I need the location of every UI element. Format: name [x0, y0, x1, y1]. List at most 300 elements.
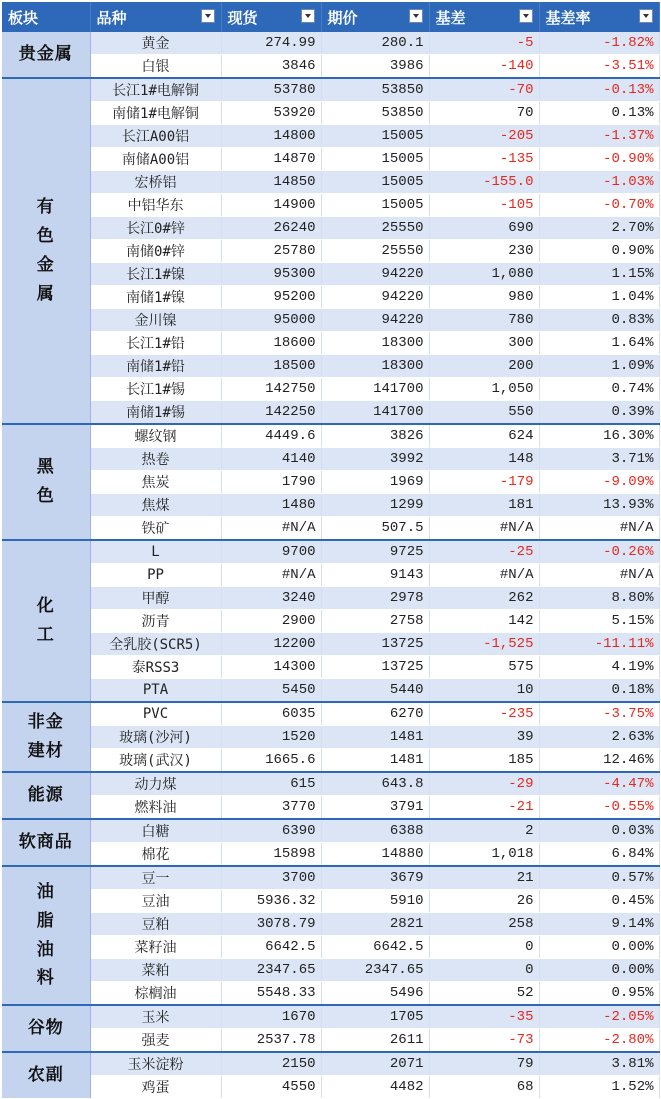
variety-cell[interactable]: 焦炭 — [90, 471, 221, 494]
basis-rate-cell[interactable]: 1.52% — [539, 1076, 659, 1099]
table-row — [2, 309, 659, 332]
header-label: 板块 — [8, 8, 39, 27]
basis-cell[interactable]: 142 — [429, 610, 539, 633]
basis-rate-cell[interactable]: -4.47% — [539, 772, 659, 796]
table-row — [2, 78, 659, 102]
futures-price-cell[interactable]: 25550 — [321, 217, 429, 240]
spot-price-cell[interactable]: 9700 — [221, 540, 321, 564]
basis-rate-cell[interactable]: 0.39% — [539, 401, 659, 425]
sector-label-line: 脂 — [36, 910, 55, 931]
spot-price-cell[interactable]: 4550 — [221, 1076, 321, 1099]
table-row — [2, 240, 659, 263]
dropdown-filter-icon[interactable] — [519, 9, 533, 23]
spot-price-cell[interactable]: 1665.6 — [221, 749, 321, 773]
basis-cell[interactable]: 1,080 — [429, 263, 539, 286]
basis-cell[interactable]: 52 — [429, 982, 539, 1006]
basis-cell[interactable]: -29 — [429, 772, 539, 796]
basis-rate-cell[interactable]: 0.95% — [539, 982, 659, 1006]
basis-cell[interactable]: 70 — [429, 102, 539, 125]
basis-rate-cell[interactable]: -0.70% — [539, 194, 659, 217]
futures-price-cell[interactable]: 6270 — [321, 702, 429, 726]
futures-price-cell[interactable]: 6642.5 — [321, 936, 429, 959]
basis-cell[interactable]: 1,050 — [429, 378, 539, 401]
basis-table — [2, 2, 660, 1099]
table-row — [2, 401, 659, 425]
futures-price-cell[interactable]: 53850 — [321, 78, 429, 102]
spot-price-cell[interactable]: 5936.32 — [221, 890, 321, 913]
spot-price-cell[interactable]: #N/A — [221, 564, 321, 587]
basis-rate-cell[interactable]: 0.13% — [539, 102, 659, 125]
table-row — [2, 749, 659, 773]
basis-rate-cell[interactable]: -0.90% — [539, 148, 659, 171]
basis-cell[interactable]: 26 — [429, 890, 539, 913]
sector-label-line: 谷物 — [27, 1018, 64, 1039]
spot-price-cell[interactable]: 18500 — [221, 355, 321, 378]
basis-cell[interactable]: 575 — [429, 656, 539, 679]
futures-price-cell[interactable]: 15005 — [321, 148, 429, 171]
table-body — [2, 32, 659, 1099]
sector-label-line: 化 — [36, 596, 55, 617]
basis-cell[interactable]: -25 — [429, 540, 539, 564]
variety-cell[interactable]: 南储0#锌 — [90, 240, 221, 263]
futures-price-cell[interactable]: 94220 — [321, 286, 429, 309]
futures-price-cell[interactable]: 94220 — [321, 263, 429, 286]
basis-rate-cell[interactable]: 16.30% — [539, 424, 659, 448]
table-row — [2, 55, 659, 79]
table-header — [2, 2, 659, 32]
basis-rate-cell[interactable]: 5.15% — [539, 610, 659, 633]
basis-cell[interactable]: 200 — [429, 355, 539, 378]
variety-cell[interactable]: 铁矿 — [90, 517, 221, 541]
spot-price-cell[interactable]: 5548.33 — [221, 982, 321, 1006]
spot-price-cell[interactable]: 14800 — [221, 125, 321, 148]
basis-rate-cell[interactable]: 13.93% — [539, 494, 659, 517]
futures-price-cell[interactable]: 9143 — [321, 564, 429, 587]
basis-rate-cell[interactable]: -3.75% — [539, 702, 659, 726]
sector-label-line: 有 — [36, 197, 55, 218]
variety-cell[interactable]: 热卷 — [90, 448, 221, 471]
basis-rate-cell[interactable]: -0.13% — [539, 78, 659, 102]
futures-price-cell[interactable]: 2347.65 — [321, 959, 429, 982]
futures-price-cell[interactable]: 94220 — [321, 309, 429, 332]
variety-cell[interactable]: 沥青 — [90, 610, 221, 633]
basis-cell[interactable]: #N/A — [429, 517, 539, 541]
header-row — [2, 2, 659, 32]
table-row — [2, 587, 659, 610]
futures-price-cell[interactable]: 2821 — [321, 913, 429, 936]
spot-price-cell[interactable]: 3846 — [221, 55, 321, 79]
basis-cell[interactable]: 550 — [429, 401, 539, 425]
basis-cell[interactable]: 690 — [429, 217, 539, 240]
variety-cell[interactable]: 燃料油 — [90, 796, 221, 820]
basis-cell[interactable]: 0 — [429, 936, 539, 959]
futures-price-cell[interactable]: 25550 — [321, 240, 429, 263]
basis-rate-cell[interactable]: 2.63% — [539, 726, 659, 749]
table-row — [2, 796, 659, 820]
table-row — [2, 517, 659, 541]
basis-cell[interactable]: -140 — [429, 55, 539, 79]
basis-rate-cell[interactable]: 12.46% — [539, 749, 659, 773]
spot-price-cell[interactable]: 12200 — [221, 633, 321, 656]
variety-cell[interactable]: 菜粕 — [90, 959, 221, 982]
futures-price-cell[interactable]: 15005 — [321, 194, 429, 217]
spot-price-cell[interactable]: 1670 — [221, 1005, 321, 1029]
basis-rate-cell[interactable]: 1.15% — [539, 263, 659, 286]
futures-price-cell[interactable]: 5910 — [321, 890, 429, 913]
spot-price-cell[interactable]: 5450 — [221, 679, 321, 703]
variety-cell[interactable]: 南储A00铝 — [90, 148, 221, 171]
table-row — [2, 633, 659, 656]
header-basis-rate[interactable] — [539, 2, 659, 32]
table-row — [2, 772, 659, 796]
futures-price-cell[interactable]: 5440 — [321, 679, 429, 703]
variety-cell[interactable]: 长江1#铅 — [90, 332, 221, 355]
basis-rate-cell[interactable]: -11.11% — [539, 633, 659, 656]
dropdown-filter-icon[interactable] — [301, 9, 315, 23]
basis-rate-cell[interactable]: -2.05% — [539, 1005, 659, 1029]
dropdown-filter-icon[interactable] — [409, 9, 423, 23]
spot-price-cell[interactable]: 1480 — [221, 494, 321, 517]
futures-price-cell[interactable]: 2758 — [321, 610, 429, 633]
variety-cell[interactable]: 动力煤 — [90, 772, 221, 796]
sector-label-line: 属 — [36, 283, 55, 304]
basis-cell[interactable]: 2 — [429, 819, 539, 843]
table-row — [2, 355, 659, 378]
basis-cell[interactable]: -21 — [429, 796, 539, 820]
basis-rate-cell[interactable]: 2.70% — [539, 217, 659, 240]
table-row — [2, 982, 659, 1006]
variety-cell[interactable]: 菜籽油 — [90, 936, 221, 959]
sector-cell[interactable] — [2, 866, 90, 1005]
table-row — [2, 679, 659, 703]
futures-price-cell[interactable]: 1969 — [321, 471, 429, 494]
sector-label-line: 农副 — [27, 1065, 64, 1086]
basis-rate-cell[interactable]: -1.82% — [539, 32, 659, 55]
sector-cell[interactable] — [2, 702, 90, 772]
variety-cell[interactable]: PP — [90, 564, 221, 587]
table-row — [2, 866, 659, 890]
spot-price-cell[interactable]: 615 — [221, 772, 321, 796]
header-label: 现货 — [227, 8, 258, 27]
basis-cell[interactable]: 300 — [429, 332, 539, 355]
spot-price-cell[interactable]: 3240 — [221, 587, 321, 610]
basis-cell[interactable]: 68 — [429, 1076, 539, 1099]
basis-rate-cell[interactable]: 0.90% — [539, 240, 659, 263]
spot-price-cell[interactable]: 142750 — [221, 378, 321, 401]
basis-rate-cell[interactable]: #N/A — [539, 564, 659, 587]
spot-price-cell[interactable]: 1520 — [221, 726, 321, 749]
spot-price-cell[interactable]: 1790 — [221, 471, 321, 494]
table-row — [2, 378, 659, 401]
variety-cell[interactable]: 全乳胶(SCR5) — [90, 633, 221, 656]
variety-cell[interactable]: 玻璃(武汉) — [90, 749, 221, 773]
basis-cell[interactable]: 624 — [429, 424, 539, 448]
spot-price-cell[interactable]: 6390 — [221, 819, 321, 843]
table-row — [2, 564, 659, 587]
basis-rate-cell[interactable]: -9.09% — [539, 471, 659, 494]
variety-cell[interactable]: 金川镍 — [90, 309, 221, 332]
sector-cell[interactable] — [2, 1005, 90, 1052]
futures-price-cell[interactable]: 15005 — [321, 171, 429, 194]
basis-cell[interactable]: 39 — [429, 726, 539, 749]
futures-price-cell[interactable]: 4482 — [321, 1076, 429, 1099]
spot-price-cell[interactable]: 95000 — [221, 309, 321, 332]
spot-price-cell[interactable]: 26240 — [221, 217, 321, 240]
basis-cell[interactable]: -205 — [429, 125, 539, 148]
header-variety[interactable] — [90, 2, 221, 32]
variety-cell[interactable]: PTA — [90, 679, 221, 703]
basis-rate-cell[interactable]: 8.80% — [539, 587, 659, 610]
futures-price-cell[interactable]: 141700 — [321, 378, 429, 401]
table-row — [2, 610, 659, 633]
variety-cell[interactable]: 泰RSS3 — [90, 656, 221, 679]
header-label: 基差 — [435, 8, 466, 27]
variety-cell[interactable]: 甲醇 — [90, 587, 221, 610]
futures-price-cell[interactable]: 5496 — [321, 982, 429, 1006]
basis-cell[interactable]: 148 — [429, 448, 539, 471]
variety-cell[interactable]: 玻璃(沙河) — [90, 726, 221, 749]
futures-price-cell[interactable]: 1481 — [321, 749, 429, 773]
basis-rate-cell[interactable]: 1.09% — [539, 355, 659, 378]
sector-cell[interactable] — [2, 540, 90, 702]
futures-price-cell[interactable]: 3826 — [321, 424, 429, 448]
variety-cell[interactable]: 南储1#电解铜 — [90, 102, 221, 125]
futures-price-cell[interactable]: 18300 — [321, 355, 429, 378]
basis-cell[interactable]: #N/A — [429, 564, 539, 587]
basis-cell[interactable]: 21 — [429, 866, 539, 890]
basis-rate-cell[interactable]: 0.18% — [539, 679, 659, 703]
futures-price-cell[interactable]: 9725 — [321, 540, 429, 564]
futures-price-cell[interactable]: 1299 — [321, 494, 429, 517]
basis-cell[interactable]: 1,018 — [429, 843, 539, 867]
spot-price-cell[interactable]: 53920 — [221, 102, 321, 125]
futures-price-cell[interactable]: 3992 — [321, 448, 429, 471]
spot-price-cell[interactable]: 14300 — [221, 656, 321, 679]
spot-price-cell[interactable]: 18600 — [221, 332, 321, 355]
spot-price-cell[interactable]: 53780 — [221, 78, 321, 102]
header-spot[interactable] — [221, 2, 321, 32]
basis-cell[interactable]: 185 — [429, 749, 539, 773]
futures-price-cell[interactable]: 13725 — [321, 656, 429, 679]
basis-rate-cell[interactable]: 0.57% — [539, 866, 659, 890]
futures-price-cell[interactable]: 1705 — [321, 1005, 429, 1029]
variety-cell[interactable]: 豆粕 — [90, 913, 221, 936]
futures-price-cell[interactable]: 1481 — [321, 726, 429, 749]
variety-cell[interactable]: 玉米 — [90, 1005, 221, 1029]
basis-cell[interactable]: 10 — [429, 679, 539, 703]
table-row — [2, 913, 659, 936]
spot-price-cell[interactable]: 4449.6 — [221, 424, 321, 448]
spot-price-cell[interactable]: 14900 — [221, 194, 321, 217]
basis-rate-cell[interactable]: -1.03% — [539, 171, 659, 194]
basis-cell[interactable]: -70 — [429, 78, 539, 102]
variety-cell[interactable]: 螺纹钢 — [90, 424, 221, 448]
basis-rate-cell[interactable]: 3.71% — [539, 448, 659, 471]
header-futures[interactable] — [321, 2, 429, 32]
spot-price-cell[interactable]: 2150 — [221, 1052, 321, 1076]
variety-cell[interactable]: 棉花 — [90, 843, 221, 867]
variety-cell[interactable]: 南储1#铅 — [90, 355, 221, 378]
spot-price-cell[interactable]: 6035 — [221, 702, 321, 726]
futures-price-cell[interactable]: 15005 — [321, 125, 429, 148]
basis-rate-cell[interactable]: 1.64% — [539, 332, 659, 355]
sector-label-line: 软商品 — [18, 832, 73, 853]
futures-price-cell[interactable]: 643.8 — [321, 772, 429, 796]
basis-cell[interactable]: 79 — [429, 1052, 539, 1076]
basis-cell[interactable]: -5 — [429, 32, 539, 55]
spot-price-cell[interactable]: 14870 — [221, 148, 321, 171]
variety-cell[interactable]: 长江A00铝 — [90, 125, 221, 148]
variety-cell[interactable]: 长江0#锌 — [90, 217, 221, 240]
basis-cell[interactable]: -73 — [429, 1029, 539, 1053]
variety-cell[interactable]: 白糖 — [90, 819, 221, 843]
spot-price-cell[interactable]: 6642.5 — [221, 936, 321, 959]
basis-rate-cell[interactable]: 0.03% — [539, 819, 659, 843]
spot-price-cell[interactable]: 2537.78 — [221, 1029, 321, 1053]
table-row — [2, 702, 659, 726]
basis-cell[interactable]: 262 — [429, 587, 539, 610]
basis-rate-cell[interactable]: 3.81% — [539, 1052, 659, 1076]
table-row — [2, 1076, 659, 1099]
basis-cell[interactable]: 980 — [429, 286, 539, 309]
basis-rate-cell[interactable]: 0.83% — [539, 309, 659, 332]
spot-price-cell[interactable]: 3700 — [221, 866, 321, 890]
spot-price-cell[interactable]: 14850 — [221, 171, 321, 194]
basis-cell[interactable]: 230 — [429, 240, 539, 263]
spot-price-cell[interactable]: 3078.79 — [221, 913, 321, 936]
basis-cell[interactable]: -155.0 — [429, 171, 539, 194]
basis-rate-cell[interactable]: #N/A — [539, 517, 659, 541]
sector-cell[interactable] — [2, 424, 90, 540]
variety-cell[interactable]: 黄金 — [90, 32, 221, 55]
variety-cell[interactable]: 中铝华东 — [90, 194, 221, 217]
sector-cell[interactable] — [2, 1052, 90, 1099]
basis-rate-cell[interactable]: 4.19% — [539, 656, 659, 679]
header-sector[interactable] — [2, 2, 90, 32]
futures-price-cell[interactable]: 3679 — [321, 866, 429, 890]
futures-price-cell[interactable]: 141700 — [321, 401, 429, 425]
futures-price-cell[interactable]: 507.5 — [321, 517, 429, 541]
basis-cell[interactable]: -179 — [429, 471, 539, 494]
table-row — [2, 448, 659, 471]
basis-cell[interactable]: -35 — [429, 1005, 539, 1029]
spot-price-cell[interactable]: 3770 — [221, 796, 321, 820]
sector-label-line: 油 — [36, 939, 55, 960]
basis-cell[interactable]: 780 — [429, 309, 539, 332]
variety-cell[interactable]: PVC — [90, 702, 221, 726]
header-basis[interactable] — [429, 2, 539, 32]
variety-cell[interactable]: 长江1#镍 — [90, 263, 221, 286]
variety-cell[interactable]: 玉米淀粉 — [90, 1052, 221, 1076]
table-row — [2, 102, 659, 125]
basis-rate-cell[interactable]: 1.04% — [539, 286, 659, 309]
table-row — [2, 286, 659, 309]
variety-cell[interactable]: 豆一 — [90, 866, 221, 890]
basis-cell[interactable]: -135 — [429, 148, 539, 171]
sector-label-line: 色 — [36, 226, 55, 247]
variety-cell[interactable]: 南储1#锡 — [90, 401, 221, 425]
spot-price-cell[interactable]: 2900 — [221, 610, 321, 633]
table-row — [2, 424, 659, 448]
futures-price-cell[interactable]: 280.1 — [321, 32, 429, 55]
basis-rate-cell[interactable]: 0.00% — [539, 936, 659, 959]
futures-price-cell[interactable]: 6388 — [321, 819, 429, 843]
basis-rate-cell[interactable]: 0.00% — [539, 959, 659, 982]
spot-price-cell[interactable]: #N/A — [221, 517, 321, 541]
futures-price-cell[interactable]: 2978 — [321, 587, 429, 610]
sector-cell[interactable] — [2, 772, 90, 819]
variety-cell[interactable]: 宏桥铝 — [90, 171, 221, 194]
basis-rate-cell[interactable]: 9.14% — [539, 913, 659, 936]
table-row — [2, 843, 659, 867]
futures-price-cell[interactable]: 2071 — [321, 1052, 429, 1076]
basis-rate-cell[interactable]: -0.55% — [539, 796, 659, 820]
variety-cell[interactable]: L — [90, 540, 221, 564]
basis-rate-cell[interactable]: 0.74% — [539, 378, 659, 401]
basis-rate-cell[interactable]: -0.26% — [539, 540, 659, 564]
futures-price-cell[interactable]: 53850 — [321, 102, 429, 125]
basis-rate-cell[interactable]: -3.51% — [539, 55, 659, 79]
basis-rate-cell[interactable]: -1.37% — [539, 125, 659, 148]
sector-label-line: 金 — [36, 255, 55, 275]
variety-cell[interactable]: 豆油 — [90, 890, 221, 913]
variety-cell[interactable]: 白银 — [90, 55, 221, 79]
variety-cell[interactable]: 长江1#电解铜 — [90, 78, 221, 102]
futures-price-cell[interactable]: 3791 — [321, 796, 429, 820]
spot-price-cell[interactable]: 2347.65 — [221, 959, 321, 982]
sector-cell[interactable] — [2, 78, 90, 424]
spot-price-cell[interactable]: 95300 — [221, 263, 321, 286]
basis-rate-cell[interactable]: 0.45% — [539, 890, 659, 913]
variety-cell[interactable]: 焦煤 — [90, 494, 221, 517]
sector-label-line: 非金 — [27, 712, 64, 733]
futures-price-cell[interactable]: 18300 — [321, 332, 429, 355]
basis-cell[interactable]: -105 — [429, 194, 539, 217]
sector-cell[interactable] — [2, 819, 90, 866]
dropdown-filter-icon[interactable] — [201, 9, 215, 23]
variety-cell[interactable]: 南储1#镍 — [90, 286, 221, 309]
futures-price-cell[interactable]: 3986 — [321, 55, 429, 79]
table-row — [2, 217, 659, 240]
spot-price-cell[interactable]: 142250 — [221, 401, 321, 425]
variety-cell[interactable]: 鸡蛋 — [90, 1076, 221, 1099]
futures-price-cell[interactable]: 14880 — [321, 843, 429, 867]
spot-price-cell[interactable]: 15898 — [221, 843, 321, 867]
variety-cell[interactable]: 强麦 — [90, 1029, 221, 1053]
variety-cell[interactable]: 长江1#锡 — [90, 378, 221, 401]
table-row — [2, 890, 659, 913]
basis-rate-cell[interactable]: -2.80% — [539, 1029, 659, 1053]
basis-cell[interactable]: 181 — [429, 494, 539, 517]
basis-rate-cell[interactable]: 6.84% — [539, 843, 659, 867]
spot-price-cell[interactable]: 274.99 — [221, 32, 321, 55]
basis-cell[interactable]: -235 — [429, 702, 539, 726]
dropdown-filter-icon[interactable] — [639, 9, 653, 23]
basis-cell[interactable]: 0 — [429, 959, 539, 982]
futures-price-cell[interactable]: 13725 — [321, 633, 429, 656]
variety-cell[interactable]: 棕榈油 — [90, 982, 221, 1006]
table-row — [2, 540, 659, 564]
table-row — [2, 171, 659, 194]
basis-cell[interactable]: 258 — [429, 913, 539, 936]
futures-price-cell[interactable]: 2611 — [321, 1029, 429, 1053]
basis-cell[interactable]: -1,525 — [429, 633, 539, 656]
spot-price-cell[interactable]: 95200 — [221, 286, 321, 309]
table-row — [2, 1029, 659, 1053]
spot-price-cell[interactable]: 25780 — [221, 240, 321, 263]
sector-cell[interactable] — [2, 32, 90, 78]
spot-price-cell[interactable]: 4140 — [221, 448, 321, 471]
